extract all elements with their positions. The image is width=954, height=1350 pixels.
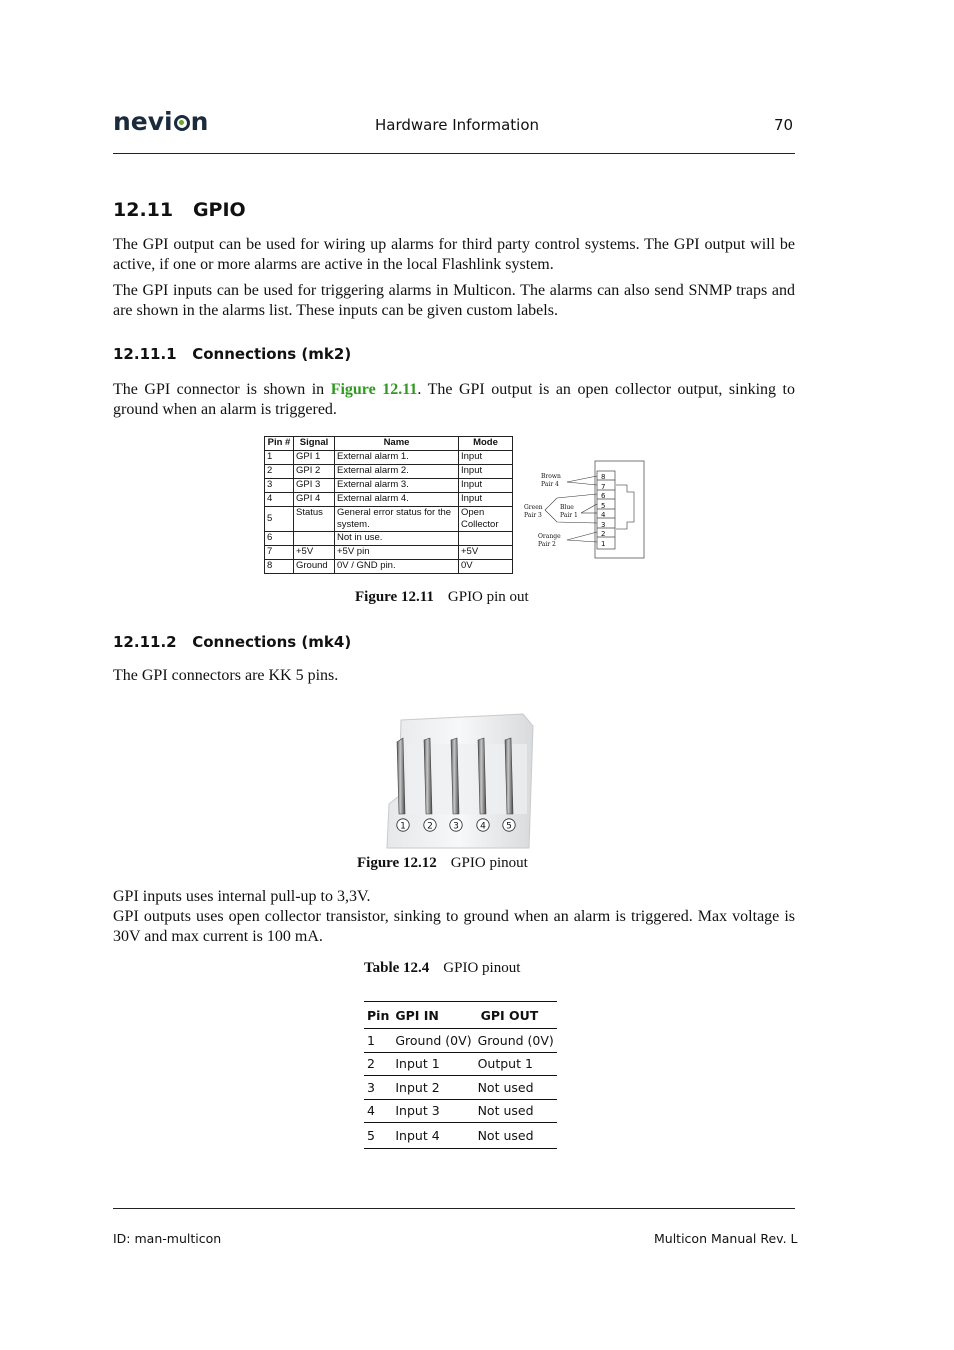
- pin-label: 8: [601, 473, 606, 481]
- table-row: [265, 507, 513, 532]
- pin-cell: 1: [364, 1029, 392, 1053]
- table-row: [364, 1052, 557, 1076]
- mode-cell: Input: [459, 493, 513, 507]
- pin-cell: 4: [364, 1099, 392, 1123]
- connector-pin-label: 1: [400, 821, 406, 832]
- figure-label: Figure 12.12: [357, 855, 437, 871]
- table-row: [364, 1123, 557, 1149]
- table-caption-text: GPIO pinout: [443, 960, 521, 976]
- footer-document-id: ID: man-multicon: [113, 1231, 222, 1246]
- paragraph-connector-mk4: The GPI connectors are KK 5 pins.: [113, 667, 339, 684]
- pair-label: Blue: [560, 504, 574, 511]
- paragraph-connector-mk2: [113, 380, 795, 420]
- mode-cell: [459, 532, 513, 546]
- table-row: [265, 546, 513, 560]
- paragraph-gpi-output: The GPI output can be used for wiring up alarms for third party control systems. The GPI output will be active, if one or more alarms are active in the local Flashlink system.: [113, 236, 795, 273]
- gpi-in-cell: Input 4: [392, 1123, 474, 1149]
- pin-cell: 8: [265, 560, 294, 574]
- figure-link[interactable]: Figure 12.11: [330, 381, 418, 398]
- subsection-heading-mk4: 12.11.2 Connections (mk4): [113, 633, 352, 651]
- figure-caption-text: GPIO pinout: [450, 855, 528, 871]
- name-cell: General error status for the system.: [335, 507, 459, 532]
- pair-label: Green: [524, 504, 543, 511]
- table-row: [265, 493, 513, 507]
- figure-caption: [355, 589, 529, 606]
- table-row: [265, 560, 513, 574]
- gpi-in-cell: Input 2: [392, 1076, 474, 1100]
- mode-cell: Input: [459, 451, 513, 465]
- pin-label: 3: [601, 521, 606, 529]
- table-row: [265, 479, 513, 493]
- table-row: [265, 532, 513, 546]
- table-row: [364, 1076, 557, 1100]
- footer-manual-revision: Multicon Manual Rev. L: [654, 1231, 798, 1246]
- pin-label: 6: [601, 492, 606, 500]
- table-row: [364, 1099, 557, 1123]
- name-cell: External alarm 3.: [335, 479, 459, 493]
- pair-label: Pair 3: [524, 512, 542, 519]
- pair-label: Pair 2: [538, 541, 556, 548]
- pair-label: Pair 1: [560, 512, 578, 519]
- pin-table-header: Name: [335, 437, 459, 451]
- gpi-in-cell: Input 3: [392, 1099, 474, 1123]
- gpi-out-cell: Not used: [475, 1123, 557, 1149]
- note-pullup: GPI inputs uses internal pull-up to 3,3V.: [113, 888, 371, 905]
- name-cell: Not in use.: [335, 532, 459, 546]
- mode-cell: Input: [459, 465, 513, 479]
- pair-label: Brown: [541, 473, 561, 480]
- figure-label: Figure 12.11: [355, 589, 434, 605]
- signal-cell: GPI 4: [294, 493, 335, 507]
- connector-pin-label: 4: [480, 821, 486, 832]
- pin-table-header: Mode: [459, 437, 513, 451]
- pair-label: Orange: [538, 533, 561, 540]
- pin-cell: 5: [364, 1123, 392, 1149]
- gpi-out-cell: Output 1: [475, 1052, 557, 1076]
- gpi-out-cell: Not used: [475, 1076, 557, 1100]
- table-caption: [364, 960, 520, 977]
- gpi-out-cell: Not used: [475, 1099, 557, 1123]
- name-cell: External alarm 2.: [335, 465, 459, 479]
- connector-pin-label: 2: [427, 821, 433, 832]
- table-row: [364, 1029, 557, 1053]
- gpi-out-cell: Ground (0V): [475, 1029, 557, 1053]
- signal-cell: [294, 532, 335, 546]
- mode-cell: Input: [459, 479, 513, 493]
- notes-paragraph: [113, 887, 795, 947]
- connector-pin-label: 5: [506, 821, 512, 832]
- pin-cell: 7: [265, 546, 294, 560]
- pin-cell: 3: [265, 479, 294, 493]
- pin-cell: 4: [265, 493, 294, 507]
- signal-cell: Status: [294, 507, 335, 532]
- column-header: GPI IN: [392, 1002, 474, 1029]
- pin-cell: 3: [364, 1076, 392, 1100]
- nevion-logo: nevi n: [113, 107, 209, 136]
- signal-cell: GPI 2: [294, 465, 335, 479]
- connector-pin-label: 3: [453, 821, 459, 832]
- pin-label: 2: [601, 530, 606, 538]
- table-row: [265, 451, 513, 465]
- pin-table: [264, 436, 513, 574]
- mode-cell: Open Collector: [459, 507, 513, 532]
- pair-label: Pair 4: [541, 481, 559, 488]
- gpi-in-cell: Ground (0V): [392, 1029, 474, 1053]
- column-header: GPI OUT: [475, 1002, 557, 1029]
- section-heading: 12.11 GPIO: [113, 199, 246, 221]
- signal-cell: +5V: [294, 546, 335, 560]
- signal-cell: GPI 3: [294, 479, 335, 493]
- text-after-ref: . The GPI output is an open collector output, sinking to ground when an alarm is triggered.: [113, 381, 795, 418]
- column-header: Pin: [364, 1002, 392, 1029]
- name-cell: External alarm 4.: [335, 493, 459, 507]
- pin-table-header: Signal: [294, 437, 335, 451]
- signal-cell: GPI 1: [294, 451, 335, 465]
- figure-caption: [357, 855, 528, 872]
- note-open-collector: GPI outputs uses open collector transistor, sinking to ground when an alarm is triggered. Max voltage is 30V and max current is 100 mA.: [113, 908, 795, 945]
- running-header-title: Hardware Information: [375, 116, 540, 134]
- figure-caption-text: GPIO pin out: [447, 589, 529, 605]
- text-before-ref: The GPI connector is shown in: [113, 381, 331, 398]
- signal-cell: Ground: [294, 560, 335, 574]
- paragraph-gpi-inputs: The GPI inputs can be used for triggering alarms in Multicon. The alarms can also send SNMP traps and are shown in the alarms list. These inputs can be given custom labels.: [113, 282, 795, 319]
- table-row: [265, 465, 513, 479]
- name-cell: 0V / GND pin.: [335, 560, 459, 574]
- pin-cell: 5: [265, 507, 294, 532]
- name-cell: External alarm 1.: [335, 451, 459, 465]
- pin-cell: 2: [364, 1052, 392, 1076]
- name-cell: +5V pin: [335, 546, 459, 560]
- pin-cell: 2: [265, 465, 294, 479]
- mode-cell: +5V: [459, 546, 513, 560]
- mode-cell: 0V: [459, 560, 513, 574]
- subsection-heading-mk2: 12.11.1 Connections (mk2): [113, 345, 352, 363]
- pin-label: 1: [601, 540, 606, 548]
- pin-label: 7: [601, 483, 606, 491]
- gpio-pinout-table: [364, 1001, 557, 1149]
- header-rule: [113, 153, 795, 154]
- page-number: 70: [774, 116, 794, 134]
- footer-rule: [113, 1208, 795, 1209]
- pin-table-header: Pin #: [265, 437, 294, 451]
- pin-label: 4: [601, 511, 606, 519]
- rj45-wiring-diagram: [521, 460, 647, 560]
- table-label: Table 12.4: [364, 960, 430, 976]
- kk-connector-image: [385, 708, 535, 850]
- pin-cell: 6: [265, 532, 294, 546]
- pin-cell: 1: [265, 451, 294, 465]
- gpi-in-cell: Input 1: [392, 1052, 474, 1076]
- pin-label: 5: [601, 502, 606, 510]
